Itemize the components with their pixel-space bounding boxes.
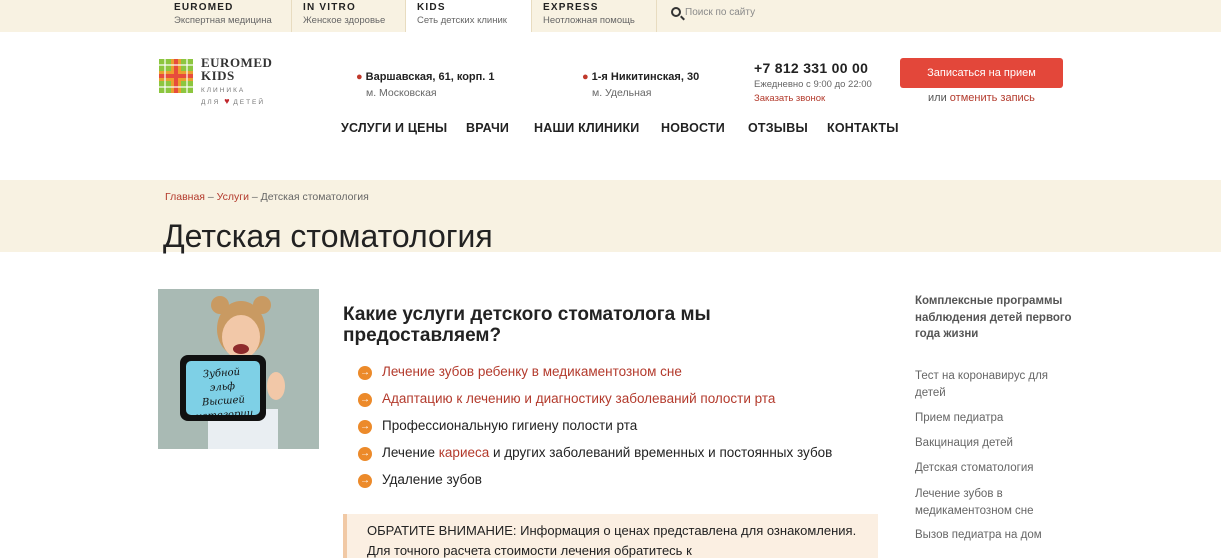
brand-tab-invitro[interactable] [292,0,406,32]
nav-services[interactable]: УСЛУГИ И ЦЕНЫ [341,121,448,135]
nav-contacts[interactable]: КОНТАКТЫ [827,121,899,135]
caries-link[interactable]: кариеса [438,445,490,460]
cancel-prefix: или [928,92,947,104]
services-heading: Какие услуги детского стоматолога мы предоставляем? [343,304,711,346]
working-hours: Ежедневно с 9:00 до 22:00 [754,79,872,90]
dentist-photo [158,289,319,449]
search-input[interactable] [685,4,985,20]
breadcrumb [165,191,369,203]
nav-news[interactable]: НОВОСТИ [661,121,725,135]
sidebar-item[interactable]: Лечение зубов в медикаментозном сне [915,488,1034,517]
breadcrumb-current: Детская стоматология [260,191,369,203]
service-link[interactable]: Адаптацию к лечению и диагностику заболеваний полости рта [382,391,776,406]
arrow-right-icon: → [360,475,370,486]
location-pin-icon: ● [356,71,363,83]
breadcrumb-separator: – [204,191,217,203]
logo-sub-for: ДЛЯ [201,99,221,106]
nav-clinics[interactable]: НАШИ КЛИНИКИ [534,121,640,135]
nav-reviews[interactable]: ОТЗЫВЫ [748,121,808,135]
brand-tab-express[interactable] [532,0,657,32]
brand-tab-title: EUROMED [174,2,234,13]
logo-sub-kids: ДЕТЕЙ [233,99,266,106]
address-street: Варшавская, 61, корп. 1 [365,71,495,83]
contact-block [754,60,872,104]
brand-tab-subtitle: Экспертная медицина [174,15,272,26]
arrow-right-icon: → [360,448,370,459]
callback-link[interactable]: Заказать звонок [754,93,826,104]
search-icon[interactable] [671,7,681,17]
service-text: и других заболеваний временных и постоянных зубов [489,445,833,460]
service-text: Профессиональную гигиену полости рта [382,418,638,433]
cancel-booking-link[interactable]: отменить запись [949,92,1035,104]
page-title: Детская стоматология [163,218,493,254]
clinic-address-1[interactable] [356,71,495,99]
sidebar-item[interactable]: Вызов педиатра на дом [915,529,1042,541]
logo-sub-line1: КЛИНИКА [201,87,246,94]
logo-sub-line2 [201,96,301,108]
address-street: 1-я Никитинская, 30 [591,71,700,83]
arrow-right-icon: → [360,394,370,405]
site-search [657,0,1221,32]
price-notice: ОБРАТИТЕ ВНИМАНИЕ: Информация о ценах представлена для ознакомления. Для точного расчета стоимости лечения обратитесь к [343,514,878,558]
arrow-right-icon: → [360,421,370,432]
sidebar-item[interactable]: Комплексные программы наблюдения детей первого года жизни [915,295,1072,340]
arrow-right-icon: → [360,367,370,378]
sidebar-item-active[interactable]: Детская стоматология [915,462,1034,474]
brand-tab-euromed[interactable] [163,0,292,32]
logo-name [201,56,301,82]
sidebar-item[interactable]: Вакцинация детей [915,437,1013,449]
brand-tab-title: EXPRESS [543,2,599,13]
sidebar-item[interactable]: Тест на коронавирус для детей [915,370,1049,399]
brand-tab-title: KIDS [417,2,446,13]
clinic-address-2[interactable] [582,71,699,99]
nav-doctors[interactable]: ВРАЧИ [466,121,510,135]
sidebar-item[interactable]: Прием педиатра [915,412,1004,424]
service-link[interactable]: Лечение зубов ребенку в медикаментозном сне [382,364,682,379]
address-metro: м. Московская [366,87,437,99]
book-appointment-button[interactable]: Записаться на прием [900,58,1063,88]
logo-subtitle [201,86,301,108]
address-metro: м. Удельная [592,87,652,99]
cancel-booking [928,92,1035,104]
heart-icon: ♥ [224,96,230,106]
breadcrumb-home[interactable]: Главная [165,191,205,203]
brand-tab-kids[interactable] [406,0,532,32]
brand-tab-subtitle: Неотложная помощь [543,15,635,26]
service-text: Лечение [382,445,439,460]
logo-name-line2: KIDS [201,68,235,83]
brand-tab-title: IN VITRO [303,2,356,13]
breadcrumb-services[interactable]: Услуги [216,191,249,203]
service-text: Удаление зубов [382,472,482,487]
brand-tab-subtitle: Женское здоровье [303,15,386,26]
brand-bar [0,0,1221,32]
brand-tab-subtitle: Сеть детских клиник [417,15,507,26]
logo-plaid-icon [159,59,193,93]
phone-number[interactable]: +7 812 331 00 00 [754,60,869,76]
breadcrumb-separator: – [248,191,261,203]
photo-sign-text: Зубной эльф Высшей категории [195,366,254,423]
logo-name-line1: EUROMED [201,55,273,70]
location-pin-icon: ● [582,71,589,83]
